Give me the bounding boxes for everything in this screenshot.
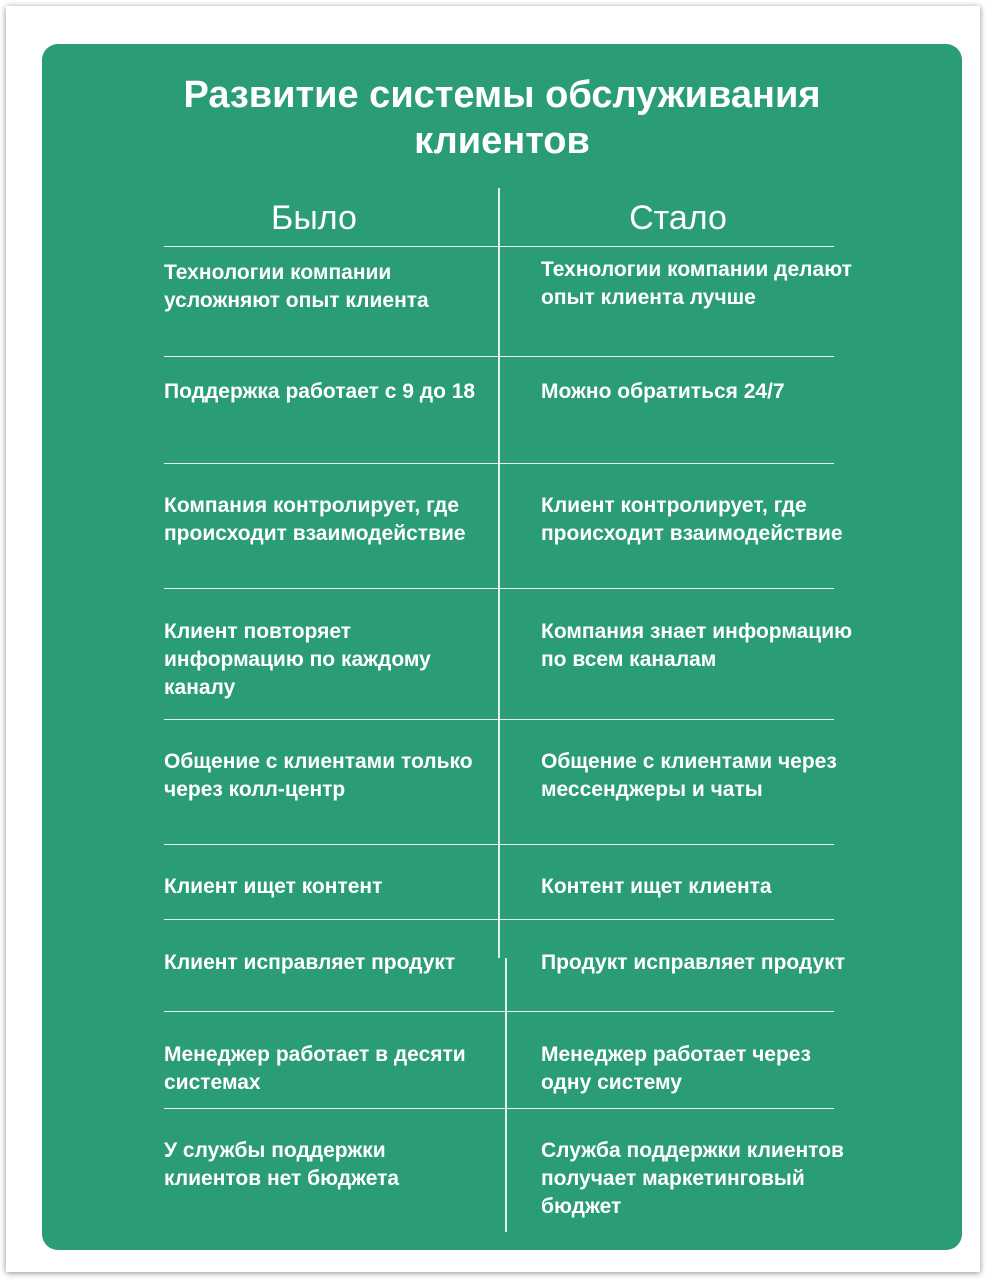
table-row-before-cell: Клиент ищет контент bbox=[164, 875, 383, 898]
table-row-before-cell: Поддержка работает с 9 до 18 bbox=[164, 380, 476, 403]
table-row-after-cell: Компания знает информацию по всем каналам bbox=[541, 620, 853, 671]
table-row-after-cell: Менеджер работает через одну систему bbox=[541, 1043, 811, 1094]
table-row-before-cell: Общение с клиентами только через колл-центр bbox=[164, 750, 473, 801]
table-row-before-cell: Компания контролирует, где происходит взаимодействие bbox=[164, 494, 466, 545]
table-row-before-cell: Клиент исправляет продукт bbox=[164, 951, 456, 974]
row-separator bbox=[164, 844, 834, 845]
row-separator bbox=[164, 1011, 834, 1012]
table-row-after-cell: Продукт исправляет продукт bbox=[541, 951, 846, 974]
column-divider-top bbox=[498, 188, 500, 958]
table-row-before-cell: У службы поддержки клиентов нет бюджета bbox=[164, 1139, 400, 1190]
table-row-before-cell: Клиент повторяет информацию по каждому каналу bbox=[164, 620, 431, 699]
table-row-before-cell: Менеджер работает в десяти системах bbox=[164, 1043, 466, 1094]
page-frame bbox=[6, 6, 980, 1272]
table-row-after-cell: Контент ищет клиента bbox=[541, 875, 772, 898]
column-header-after: Стало bbox=[629, 199, 727, 237]
table-row-before-cell: Технологии компании усложняют опыт клиента bbox=[164, 261, 429, 312]
row-separator bbox=[164, 719, 834, 720]
column-header-before: Было bbox=[271, 199, 357, 237]
comparison-card bbox=[42, 44, 962, 1250]
page-title: Развитие системы обслуживания клиентов bbox=[183, 74, 821, 162]
table-row-after-cell: Можно обратиться 24/7 bbox=[541, 380, 785, 403]
row-separator bbox=[164, 356, 834, 357]
row-separator bbox=[164, 1108, 834, 1109]
table-row-after-cell: Общение с клиентами через мессенджеры и чаты bbox=[541, 750, 837, 801]
column-divider-bottom bbox=[505, 958, 507, 1232]
table-row-after-cell: Технологии компании делают опыт клиента лучше bbox=[541, 258, 852, 309]
table-row-after-cell: Клиент контролирует, где происходит взаимодействие bbox=[541, 494, 843, 545]
row-separator bbox=[164, 246, 834, 247]
row-separator bbox=[164, 463, 834, 464]
table-row-after-cell: Служба поддержки клиентов получает маркетинговый бюджет bbox=[541, 1139, 844, 1218]
row-separator bbox=[164, 588, 834, 589]
row-separator bbox=[164, 919, 834, 920]
